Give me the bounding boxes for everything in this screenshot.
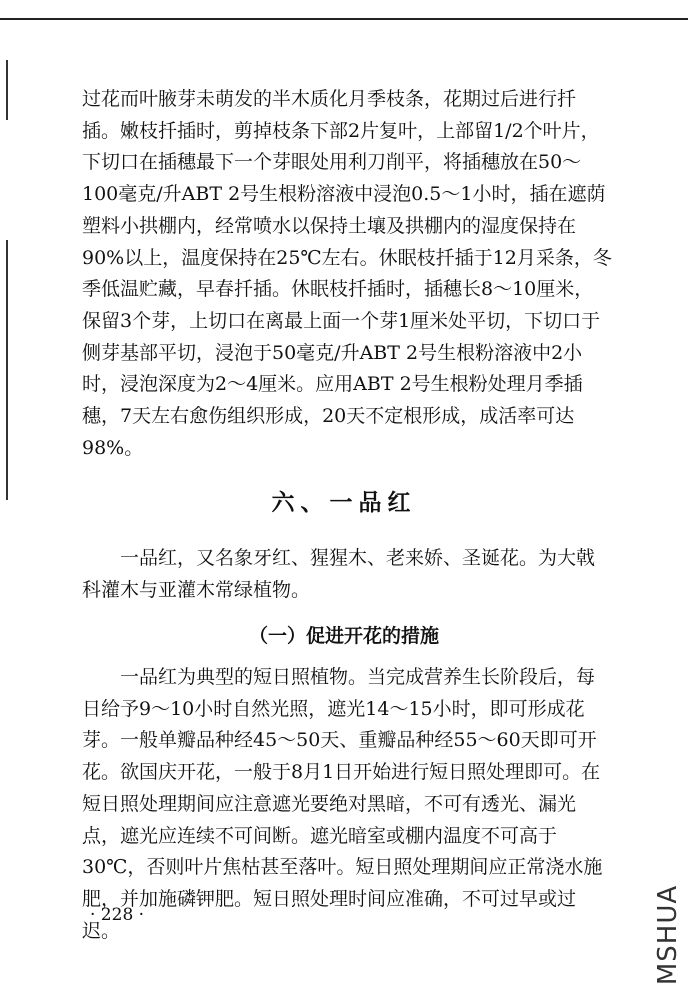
body-paragraph-rose-cuttings: 过花而叶腋芽未萌发的半木质化月季枝条，花期过后进行扦插。嫩枝扦插时，剪掉枝条下部2片复叶，上部留1/2个叶片，下切口在插穗最下一个芽眼处用利刀削平，将插穗放在50～100毫克/升ABT 2号生根粉溶液中浸泡0.5～1小时，插在遮荫塑料小拱棚内，经常喷水以保持土壤及拱棚内的湿度保持在90%以上，温度保持在25℃左右。休眠枝扦插于12月采条，冬季低温贮藏，早春扦插。休眠枝扦插时，插穗长8～10厘米，保留3个芽，上切口在离最上面一个芽1厘米处平切，下切口于侧芽基部平切，浸泡于50毫克/升ABT 2号生根粉溶液中2小时，浸泡深度为2～4厘米。应用ABT 2号生根粉处理月季插穗，7天左右愈伤组织形成，20天不定根形成，成活率可达98%。 [82,88,612,459]
section-heading: 六、一品红 [271,489,417,516]
body-paragraph-intro: 一品红，又名象牙红、猩猩木、老来娇、圣诞花。为大戟科灌木与亚灌木常绿植物。 [82,547,596,601]
top-scan-edge [0,0,688,20]
subsection-heading: （一）促进开花的措施 [248,625,439,647]
watermark-text: MSHUA [653,884,683,985]
watermark [648,868,688,1001]
scan-margin-line [6,240,8,500]
scan-margin-line [6,60,8,120]
body-paragraph-flowering: 一品红为典型的短日照植物。当完成营养生长阶段后，每日给予9～10小时自然光照，遮光14～15小时，即可形成花芽。一般单瓣品种经45～50天、重瓣品种经55～60天即可开花。欲国庆开花，一般于8月1日开始进行短日照处理即可。在短日照处理期间应注意遮光要绝对黑暗，不可有透光、漏光点，遮光应连续不可间断。遮光暗室或棚内温度不可高于30℃，否则叶片焦枯甚至落叶。短日照处理期间应正常浇水施肥，并加施磷钾肥。短日照处理时间应准确，不可过早或过迟。 [82,666,603,942]
page-number: · 228 · [90,905,145,925]
